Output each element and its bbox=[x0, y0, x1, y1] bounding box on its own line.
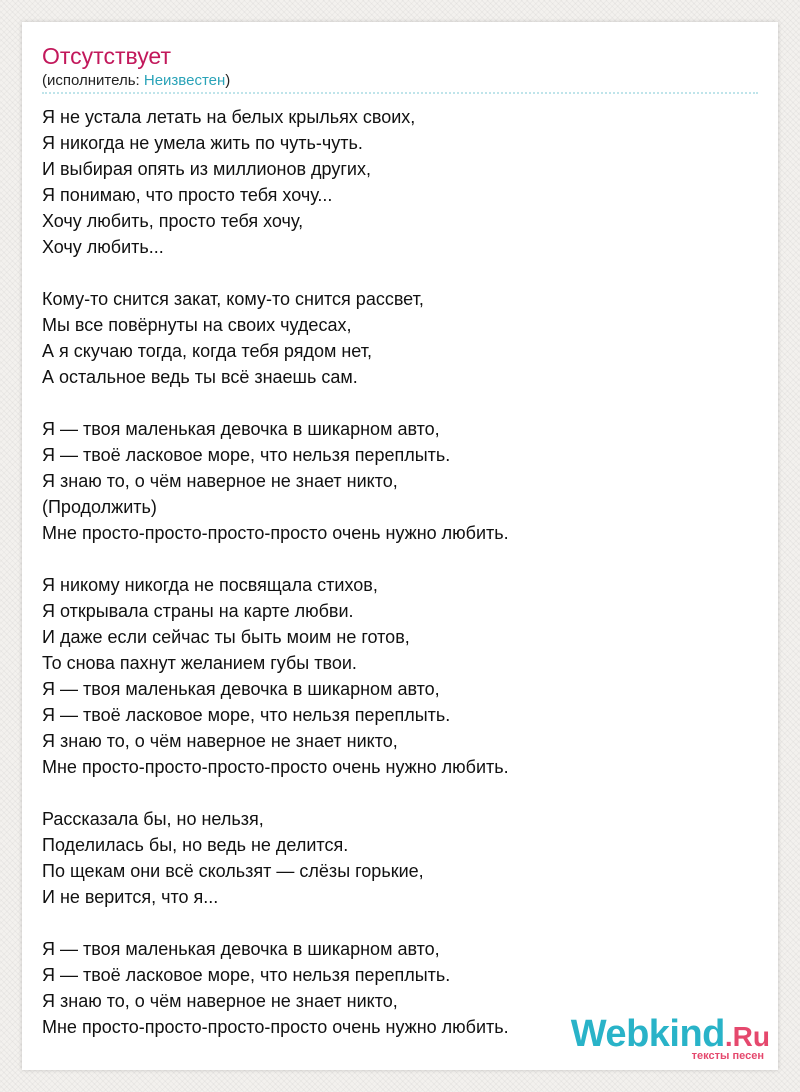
lyrics-line: Я знаю то, о чём наверное не знает никто, bbox=[42, 991, 398, 1011]
artist-line bbox=[42, 72, 230, 90]
lyrics-line: А остальное ведь ты всё знаешь сам. bbox=[42, 367, 358, 387]
lyrics-line: Поделилась бы, но ведь не делится. bbox=[42, 835, 349, 855]
lyrics-line: А я скучаю тогда, когда тебя рядом нет, bbox=[42, 341, 372, 361]
lyrics-stanza bbox=[42, 286, 762, 390]
watermark-tagline: тексты песен bbox=[691, 1050, 764, 1062]
lyrics-body bbox=[42, 104, 762, 1066]
lyrics-line: (Продолжить) bbox=[42, 497, 157, 517]
lyrics-sheet bbox=[22, 22, 778, 1070]
lyrics-line: Я — твоё ласковое море, что нельзя переплыть. bbox=[42, 965, 451, 985]
lyrics-line: И не верится, что я... bbox=[42, 887, 219, 907]
site-watermark bbox=[571, 1015, 770, 1062]
lyrics-stanza bbox=[42, 572, 762, 780]
lyrics-line: Мне просто-просто-просто-просто очень нужно любить. bbox=[42, 757, 509, 777]
lyrics-line: Я знаю то, о чём наверное не знает никто, bbox=[42, 471, 398, 491]
lyrics-line: Мне просто-просто-просто-просто очень нужно любить. bbox=[42, 523, 509, 543]
lyrics-line: Я знаю то, о чём наверное не знает никто, bbox=[42, 731, 398, 751]
lyrics-line: Хочу любить, просто тебя хочу, bbox=[42, 211, 304, 231]
lyrics-stanza bbox=[42, 104, 762, 260]
lyrics-line: Я никогда не умела жить по чуть-чуть. bbox=[42, 133, 363, 153]
artist-name: Неизвестен bbox=[143, 72, 226, 89]
lyrics-line: Рассказала бы, но нельзя, bbox=[42, 809, 264, 829]
lyrics-line: И выбирая опять из миллионов других, bbox=[42, 159, 371, 179]
watermark-brand: Webkind bbox=[570, 1013, 725, 1055]
lyrics-line: Я — твоя маленькая девочка в шикарном авто, bbox=[42, 679, 440, 699]
lyrics-line: Кому-то снится закат, кому-то снится рассвет, bbox=[42, 289, 424, 309]
watermark-tld: .Ru bbox=[724, 1021, 770, 1052]
lyrics-line: Я — твоя маленькая девочка в шикарном авто, bbox=[42, 939, 440, 959]
lyrics-line: То снова пахнут желанием губы твои. bbox=[42, 653, 357, 673]
lyrics-line: Я не устала летать на белых крыльях своих, bbox=[42, 107, 416, 127]
lyrics-line: Я — твоё ласковое море, что нельзя переплыть. bbox=[42, 445, 451, 465]
lyrics-line: Хочу любить... bbox=[42, 237, 164, 257]
header-divider bbox=[42, 92, 758, 94]
lyrics-stanza bbox=[42, 806, 762, 910]
lyrics-stanza bbox=[42, 416, 762, 546]
lyrics-line: Я — твоя маленькая девочка в шикарном авто, bbox=[42, 419, 440, 439]
lyrics-line: И даже если сейчас ты быть моим не готов, bbox=[42, 627, 410, 647]
lyrics-line: Я — твоё ласковое море, что нельзя переплыть. bbox=[42, 705, 451, 725]
artist-suffix: ) bbox=[225, 72, 231, 89]
song-title: Отсутствует bbox=[42, 43, 171, 69]
lyrics-line: По щекам они всё скользят — слёзы горькие, bbox=[42, 861, 424, 881]
lyrics-line: Мне просто-просто-просто-просто очень нужно любить. bbox=[42, 1017, 509, 1037]
lyrics-line: Мы все повёрнуты на своих чудесах, bbox=[42, 315, 352, 335]
lyrics-line: Я открывала страны на карте любви. bbox=[42, 601, 354, 621]
lyrics-line: Я никому никогда не посвящала стихов, bbox=[42, 575, 378, 595]
lyrics-line: Я понимаю, что просто тебя хочу... bbox=[42, 185, 333, 205]
artist-prefix: (исполнитель: bbox=[42, 72, 144, 89]
